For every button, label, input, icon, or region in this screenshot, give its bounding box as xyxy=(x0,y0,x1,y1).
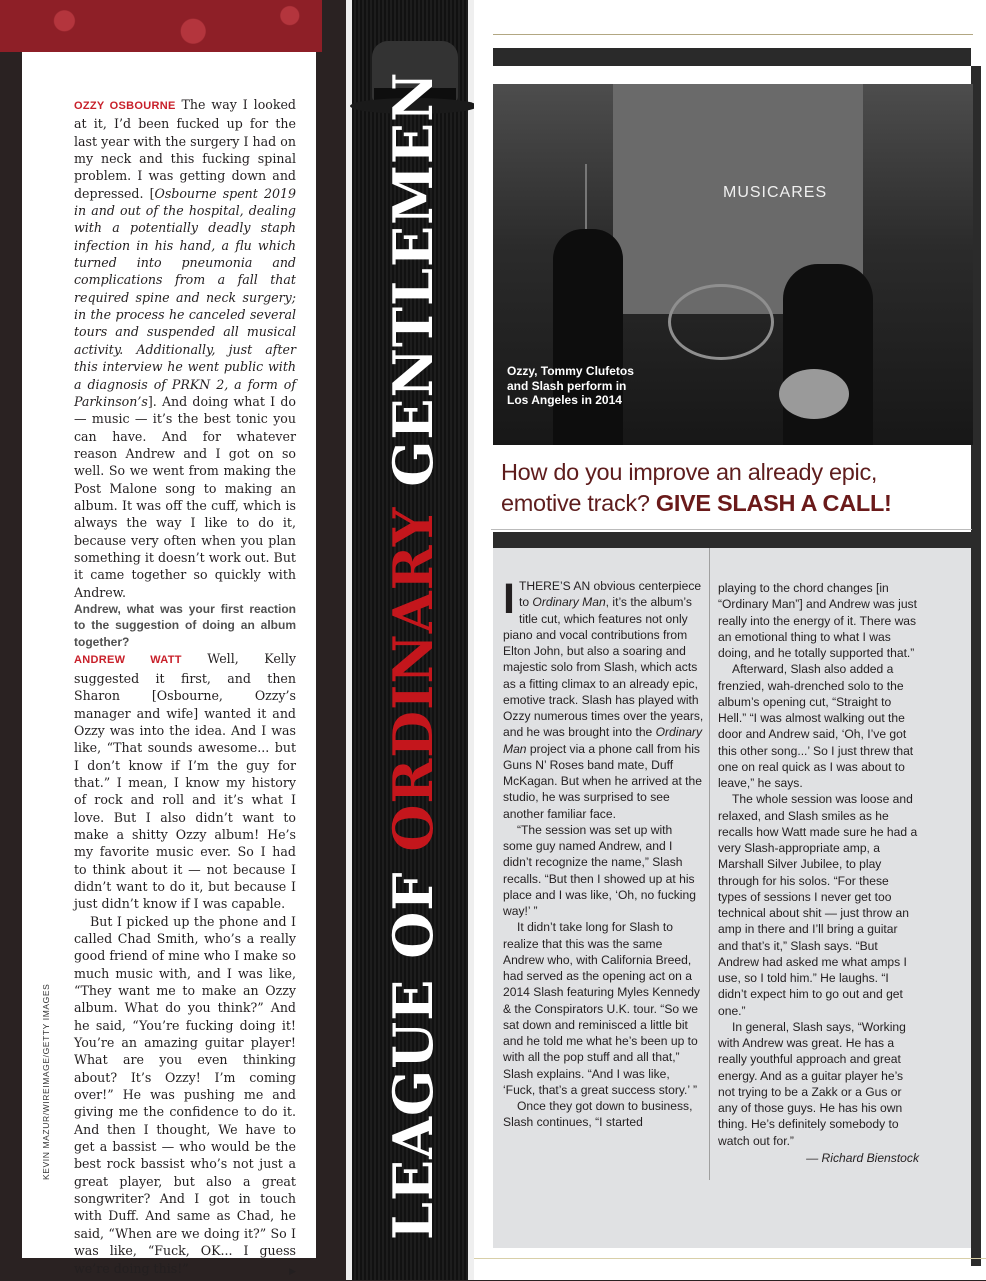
album-title: Ordinary Man xyxy=(532,595,606,610)
ozzy-paragraph xyxy=(74,96,296,601)
sidebar-paragraph xyxy=(503,575,704,822)
deck-rule xyxy=(491,529,972,530)
title-part: GENTLEMEN xyxy=(381,71,445,507)
sidebar-column-2 xyxy=(718,580,919,1166)
guitarist-figure xyxy=(783,264,873,445)
singer-figure xyxy=(553,229,623,445)
italic-aside: Osbourne spent 2019 in and out of the hospital, dealing with a potentially deadly staph infection in his hand, a flu which turned into pneumonia and complications from a fall that required spine and neck surgery; in the process he canceled several tours and suspended all musical activity. Additionally, just after this interview he went public with a diagnosis of PRKN 2, a form of Parkinson’s xyxy=(74,185,296,409)
text-span: Well, Kelly suggested it first, and then Sharon [Osbourne, Ozzy’s manager and wife] wanted it and Ozzy was into the idea. And I was like, “That sounds awesome... but I don’t know if I’m the guy for that.” I mean, I know my history of rock and roll and it’s what I love. But I also didn’t want to make a shitty Ozzy album! He’s my favorite music ever. So I had to think about it — not because I didn’t want to do it, but because I just didn’t know if I was capable. xyxy=(74,651,296,912)
left-article-column xyxy=(74,96,296,1281)
deck-headline xyxy=(501,457,961,519)
continue-arrow-icon: ▶ xyxy=(289,1266,296,1277)
sidebar-paragraph: The whole session was loose and relaxed, and Slash smiles as he recalls how Watt made sure he had a very Slash-appropriate amp, a Marshall Silver Jubilee, to play through for his solos. “For these types of sessions I never get too technical about shit — just throw an amp in there and I’ll bring a guitar and that’s it,” Slash says. “But Andrew had asked me what amps I use, so I told him.” He laughs. “I didn’t expect him to go out and get one.” xyxy=(718,792,918,1018)
andrew-paragraph xyxy=(74,650,296,912)
top-rule xyxy=(493,34,973,35)
text-span: The way I looked at it, I’d been fucked up for the last year with the surgery I had on my neck and this fucking spinal problem. I was getting down and depressed. [ xyxy=(74,97,296,201)
photo-credit: KEVIN MAZUR/WIREIMAGE/GETTY IMAGES xyxy=(41,983,51,1180)
title-part: LEAGUE OF xyxy=(381,851,445,1240)
text-span: , it’s the album’s title cut, which features not only piano and vocal contributions from Elton John, but also a soaring and majestic solo from Slash, which acts as a fitting climax to an already epic, emotive track. Slash has played with Ozzy numerous times over the years, and he was brought into the xyxy=(503,595,704,740)
title-highlight: ORDINARY xyxy=(381,506,445,852)
sidebar-paragraph: It didn’t take long for Slash to realize that this was the same Andrew who, with California Breed, had served as the opening act on a 2014 Slash featuring Myles Kennedy & the Conspirators U.K. tour. “So we sat down and reminisced a little bit and he told me what he’s been up to with all the pop stuff and all that,” Slash explains. “And I was like, ‘Fuck, that’s a great success story.’ ” xyxy=(503,920,700,1097)
sidebar-paragraph: “The session was set up with some guy named Andrew, and I didn’t recognize the name,” Slash recalls. “But then I showed up at his place and I was like, ‘Oh, no fucking way!’ ” xyxy=(503,822,696,918)
column-divider xyxy=(709,548,710,1180)
sidebar-paragraph: Afterward, Slash also added a frenzied, wah-drenched solo to the album’s opening cut, “Straight to Hell.” “I was almost walking out the door and Andrew said, ‘Oh, I’ve got this other song...’ So I just threw that one on real quick as I was about to leave,” he says. xyxy=(718,662,914,790)
sidebar-column-1 xyxy=(503,575,704,1131)
text-span: But I picked up the phone and I called Chad Smith, who’s a really good friend of mine who I make so much music with, and I was like, “They want me to make an Ozzy album. What do you think?” And he said, “You’re fucking doing it! You’re an amazing guitar player! What are you even thinking about? It’s Ozzy! I’m coming over!” He was pushing me and giving me the confidence to do it. And then I thought, We have to get a bassist — who would be the best rock bassist who’s not just a great player, but also a great songwriter? And I got in touch with Duff. And same as Chad, he said, “When are we doing it?” So I was like, “Fuck, OK... I guess we’re doing this!” xyxy=(74,913,296,1276)
photo-caption: Ozzy, Tommy Clufetos and Slash perform in Los Angeles in 2014 xyxy=(507,364,634,407)
damask-pattern xyxy=(0,0,322,52)
deck-emphasis: GIVE SLASH A CALL! xyxy=(655,490,892,516)
dark-bar xyxy=(493,48,971,66)
stage-logo: MUSICARES xyxy=(723,184,828,201)
andrew-paragraph-2 xyxy=(74,913,296,1277)
feature-title xyxy=(378,71,448,1240)
sidebar-paragraph: In general, Slash says, “Working with Andrew was great. He has a really youthful approach and great energy. And as a guitar player he’s not trying to be a Zakk or a Gus or any of those guys. He has his own thing. He’s definitely somebody to watch out for.” xyxy=(718,1019,906,1148)
text-span: THERE’S AN obvious centerpiece to xyxy=(518,579,702,610)
text-span: project via a phone call from his Guns N’ Roses band mate, Duff McKagan. But when he arrived at the studio, he was surprised to see another familiar face. xyxy=(503,741,702,821)
interview-question: Andrew, what was your first reaction to the suggestion of doing an album together? xyxy=(74,601,296,649)
text-span: ]. And doing what I do — music — it’s the best tonic you can have. And for whatever reason Andrew and I got on so well. So we went from making the Post Malone song to making an album. It was off the cuff, which is always the way I like to do it, because very often when you plan something it doesn’t work out. But it came together so quickly with Andrew. xyxy=(74,393,296,600)
dark-bar-2 xyxy=(493,532,971,548)
drop-cap: I xyxy=(503,575,515,623)
bottom-rule xyxy=(474,1258,986,1259)
concert-photo xyxy=(493,84,973,445)
speaker-ozzy: OZZY OSBOURNE xyxy=(74,100,176,112)
guitar-icon xyxy=(779,369,849,419)
drum-kit xyxy=(668,284,774,360)
author-signature: — Richard Bienstock xyxy=(806,1150,919,1165)
sidebar-paragraph: Once they got down to business, Slash continues, “I started xyxy=(503,1099,693,1130)
sidebar-paragraph: playing to the chord changes [in “Ordinary Man”] and Andrew was just really into the energy of it. There was an emotional thing to what I was doing, and he totally supported that.” xyxy=(718,581,917,660)
speaker-andrew: ANDREW WATT xyxy=(74,654,182,667)
deck-text: How do you improve an already epic, emotive track? xyxy=(501,459,878,516)
album-title: Ordinary Man xyxy=(503,725,702,756)
